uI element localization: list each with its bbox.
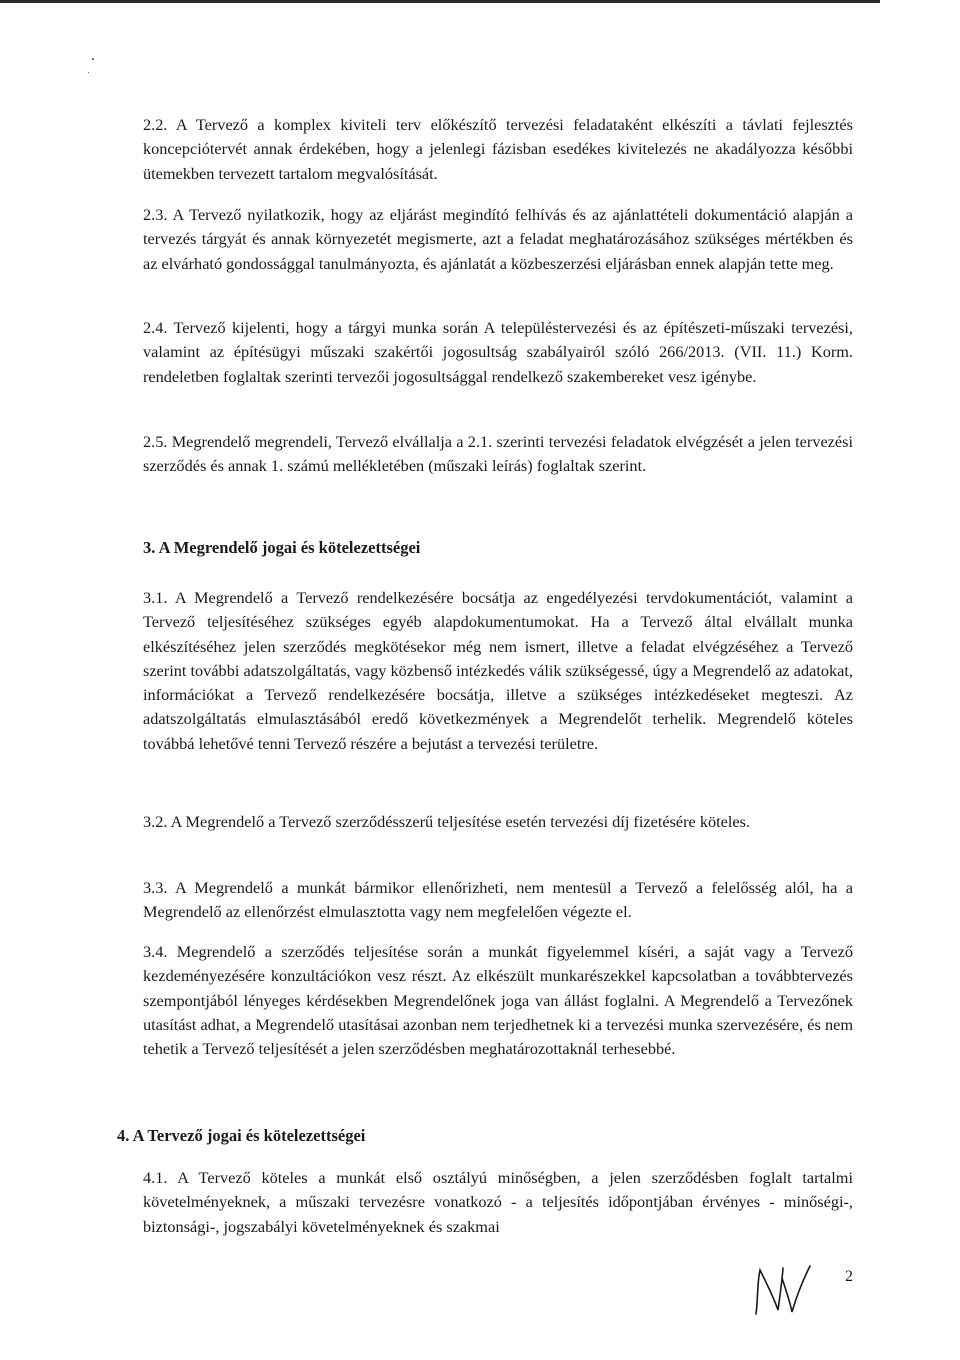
paragraph-2-5: 2.5. Megrendelő megrendeli, Tervező elvállalja a 2.1. szerinti tervezési feladatok elvégzését a jelen tervezési szerződés és annak 1. számú mellékletében (műszaki leírás) foglaltak szerint. (143, 432, 853, 476)
paragraph-3-4: 3.4. Megrendelő a szerződés teljesítése során a munkát figyelemmel kíséri, a saját vagy a Tervező kezdeményezésére konzultációkon vesz részt. Az elkészült munkarészekkel kapcsolatban a továbbtervezés szempontjából lényeges kérdésekben Megrendelőnek joga van állást foglalni. A Megrendelő a Tervezőnek utasítást adhat, a Megrendelő utasításai azonban nem terjedhetnek ki a tervezési munka szervezésére, és nem tehetik a Tervező teljesítését a jelen szerződésben meghatározottaknál terhesebbé. (143, 942, 853, 1059)
paragraph-2-2: 2.2. A Tervező a komplex kiviteli terv előkészítő tervezési feladataként elkészíti a távlati fejlesztés koncepciótervét annak érdekében, hogy a jelenlegi fázisban esedékes kivitelezés ne akadályozza későbbi ütemekben tervezett tartalom megvalósítását. (143, 115, 853, 183)
paragraph-4-1: 4.1. A Tervező köteles a munkát első osztályú minőségben, a jelen szerződésben foglalt tartalmi követelményeknek, a műszaki tervezésre vonatkozó - a teljesítés időpontjában érvényes - minőségi-, biztonsági-, jogszabályi követelményeknek és szakmai (143, 1168, 853, 1236)
section-heading-3: 3. A Megrendelő jogai és kötelezettségei (143, 538, 421, 557)
paragraph-2-4: 2.4. Tervező kijelenti, hogy a tárgyi munka során A településtervezési és az építészeti-műszaki tervezési, valamint az építésügyi műszaki szakértői jogosultság szabályairól szóló 266/2013. (VII. 11.) Korm. rendeletben foglaltak szerinti tervezői jogosultsággal rendelkező szakembereket vesz igénybe. (143, 318, 853, 386)
paragraph-3-3: 3.3. A Megrendelő a munkát bármikor ellenőrizheti, nem mentesül a Tervező a felelősség alól, ha a Megrendelő az ellenőrzést elmulasztotta vagy nem megfelelően végezte el. (143, 878, 853, 922)
scan-speck (92, 58, 94, 60)
page-number: 2 (845, 1268, 853, 1285)
section-heading-4: 4. A Tervező jogai és kötelezettségei (117, 1126, 366, 1145)
scan-speck (88, 72, 89, 73)
signature-initials (752, 1262, 814, 1318)
paragraph-3-1: 3.1. A Megrendelő a Tervező rendelkezésére bocsátja az engedélyezési tervdokumentációt, valamint a Tervező teljesítéséhez szükséges egyéb alapdokumentumokat. Ha a Tervező által elvállalt munka elkészítéséhez jelen szerződés megkötésekor még nem ismert, illetve a feladat elvégzéséhez a Tervező szerint további adatszolgáltatás, vagy közbenső intézkedés válik szükségessé, úgy a Megrendelő az adatokat, információkat a Tervező rendelkezésére bocsátja, illetve a szükséges intézkedéseket megteszi. Az adatszolgáltatás elmulasztásából eredő következmények a Megrendelőt terhelik. Megrendelő köteles továbbá lehetővé tenni Tervező részére a bejutást a tervezési területre. (143, 588, 853, 753)
paragraph-2-3: 2.3. A Tervező nyilatkozik, hogy az eljárást megindító felhívás és az ajánlattételi dokumentáció alapján a tervezés tárgyát és annak környezetét megismerte, azt a feladat meghatározásához szükséges mértékben és az elvárható gondossággal tanulmányozta, és ajánlatát a közbeszerzési eljárásban ennek alapján tette meg. (143, 205, 853, 273)
paragraph-3-2: 3.2. A Megrendelő a Tervező szerződésszerű teljesítése esetén tervezési díj fizetésére köteles. (143, 812, 751, 831)
scan-edge-line (0, 0, 880, 3)
